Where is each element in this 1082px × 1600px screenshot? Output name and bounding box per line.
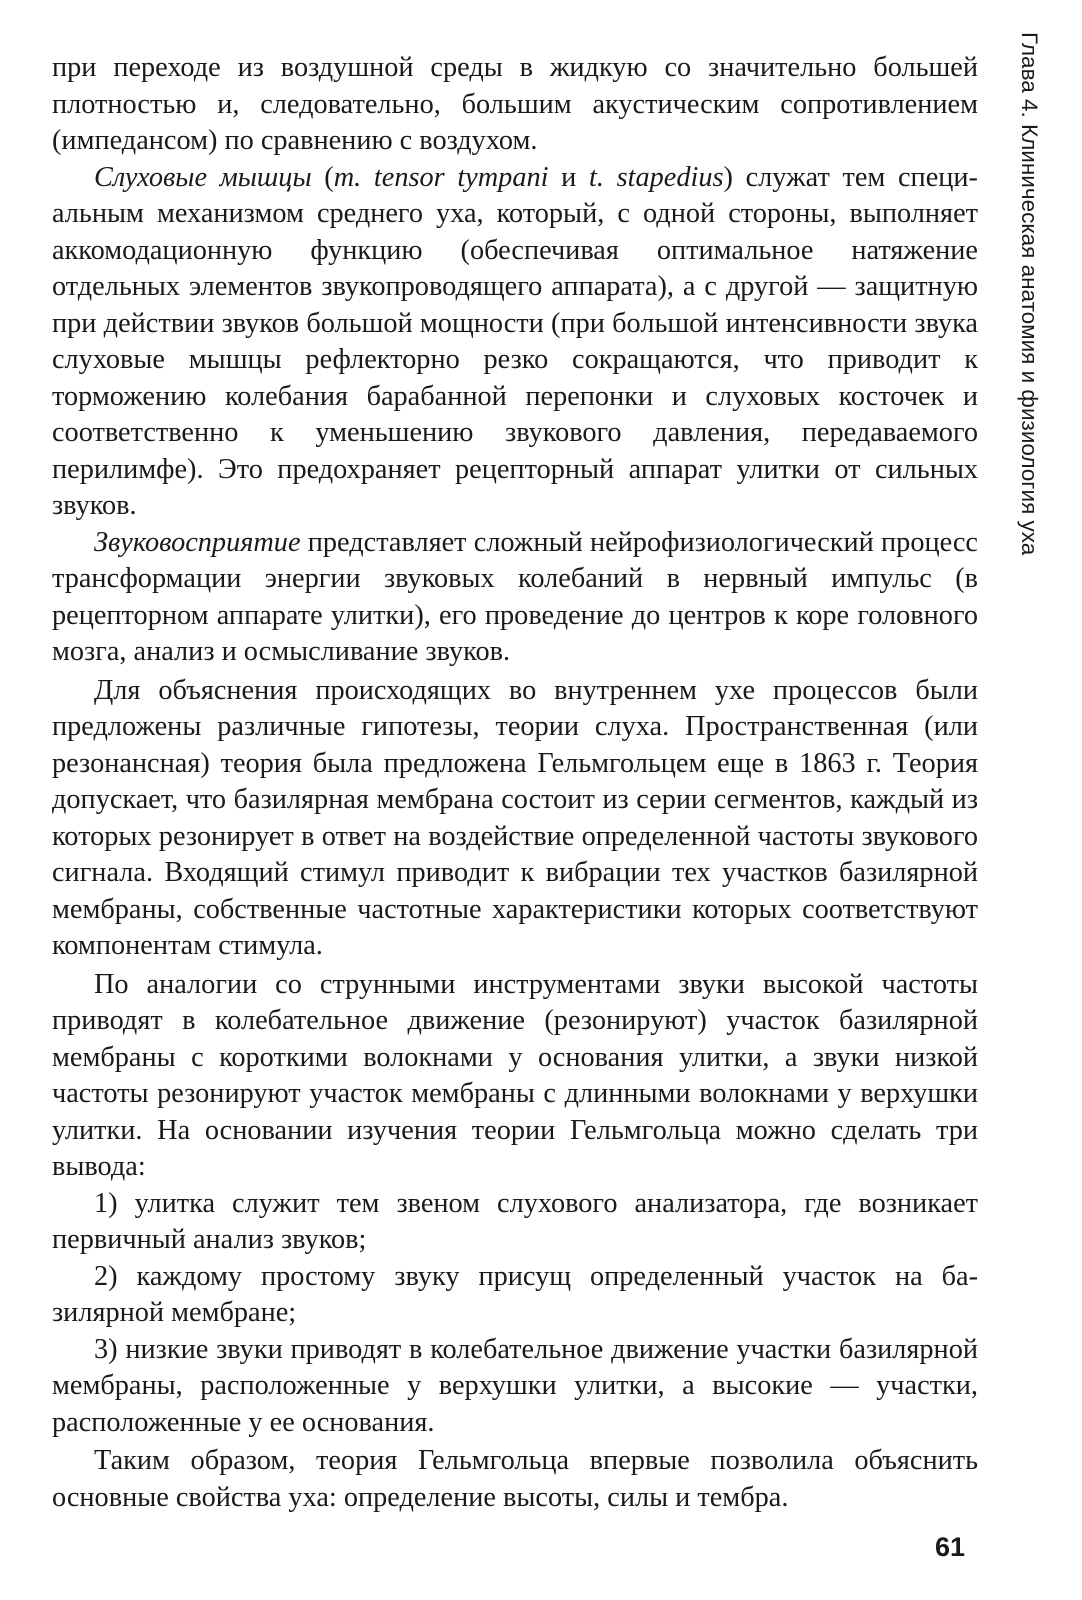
paragraph-2 — [52, 160, 978, 525]
paragraph-3 — [52, 525, 978, 671]
text-span: ) служат тем специальным механизмом среднего уха, который, с одной стороны, выполняет аккомодационную функцию (обеспечивая оптимальное натяжение отдельных элементов звукопроводящего аппарата), а с другой — защитную при действии звуков большой мощности (при большой интенсивности звука слуховые мышцы рефлекторно резко сокращаются, что приводит к торможению колебания барабанной перепонки и слуховых косточек и соответственно к уменьшению звукового давления, передаваемого перилимфе). Это предохраняет рецепторный аппарат улитки от сильных звуков. — [52, 161, 978, 521]
list-item-1: 1) улитка служит тем звеном слухового анализатора, где возникает первичный анализ звуков; — [52, 1187, 978, 1255]
term-stapedius: t. stapedius — [589, 161, 724, 193]
page-body — [52, 50, 978, 1516]
paragraph-6: Таким образом, теория Гельмгольца впервые позволила объяснить основные свойства уха: определение высоты, силы и тембра. — [52, 1445, 978, 1513]
text-span: представляет сложный нейрофизиологический процесс трансформации энергии звуковых колебаний в нервный импульс (в рецепторном аппарате улитки), его проведение до центров к коре головного мозга, анализ и осмысливание звуков. — [52, 526, 978, 667]
paragraph-4: Для объяснения происходящих во внутреннем ухе процессов были предложены различные гипотезы, теории слуха. Пространственная (или резонансная) теория была предложена Гельмгольцем еще в 1863 г. Теория допускает, что базилярная мембрана состоит из серии сегментов, каждый из которых резонирует в ответ на воздействие определенной частоты звукового сигнала. Входящий стимул приводит к вибрации тех участков базилярной мембраны, собственные частотные характеристики которых соответствуют компонентам стимула. — [52, 674, 978, 961]
running-head: Глава 4. Клиническая анатомия и физиология уха — [1017, 32, 1042, 556]
paragraph-1: при переходе из воздушной среды в жидкую со значительно большей плотностью и, следовательно, большим акустическим сопротивлением (импедансом) по сравнению с воздухом. — [52, 52, 978, 156]
list-item-2: 2) каждому простому звуку присущ определенный участок на базилярной мембране; — [52, 1260, 978, 1328]
text-span: и — [548, 161, 589, 193]
term-sound-perception: Звуковосприятие — [94, 526, 301, 558]
page-number: 61 — [935, 1532, 966, 1562]
term-auditory-muscles: Слуховые мышцы — [94, 161, 312, 193]
list-item-3: 3) низкие звуки приводят в колебательное движение участки базилярной мембраны, расположенные у верхушки улитки, а высокие — участки, расположенные у ее основания. — [52, 1333, 978, 1438]
paragraph-5: По аналогии со струнными инструментами звуки высокой частоты приводят в колебательное движение (резонируют) участок базилярной мембраны с короткими волокнами у основания улитки, а звуки низкой частоты резонируют участок мембраны с длинными волокнами у верхушки улитки. На основании изучения теории Гельмгольца можно сделать три вывода: — [52, 968, 978, 1182]
text-span: ( — [311, 161, 334, 193]
term-tensor-tympani: m. tensor tympani — [333, 161, 549, 193]
